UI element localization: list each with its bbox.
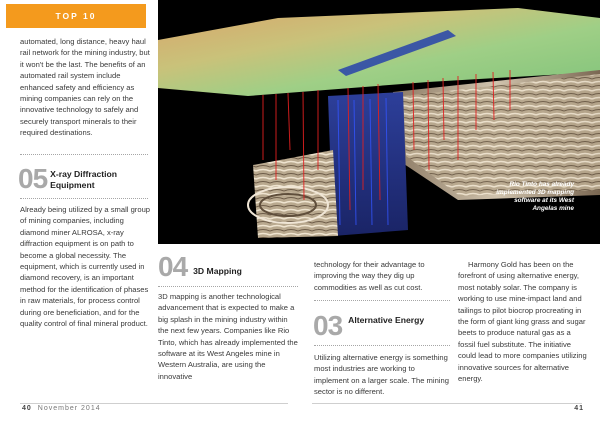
body-text: Utilizing alternative energy is something most industries are working to implement on a larger scale. The mining sector is no different. bbox=[314, 353, 449, 397]
section-title: 3D Mapping bbox=[193, 266, 242, 276]
divider bbox=[314, 345, 450, 346]
section-tag: TOP 10 bbox=[6, 4, 146, 28]
section-05-heading bbox=[18, 163, 150, 194]
page-number-left: 40 bbox=[22, 405, 32, 412]
body-text: Harmony Gold has been on the forefront of using alternative energy, most notably solar. The company is working to use mine-impact land and tailings to pilot biocrop procreating in the form of giant king grass and sugar beets to produce natural gas as a fossil fuel substitute. The initiative could lead to more companies utilizing innovative sources for alternative energy. bbox=[458, 260, 587, 384]
footer-right bbox=[574, 405, 584, 412]
section-number: 03 bbox=[313, 310, 343, 341]
divider bbox=[20, 154, 148, 155]
section-number: 04 bbox=[158, 251, 188, 282]
footer-rule-right bbox=[312, 403, 582, 404]
body-text: Already being utilized by a small group of mining companies, including diamond miner ALROSA, x-ray diffraction equipment is on path to become a global necessity. The equipment, which is currently used in diamond recovery, is an important method for the identification of phases in raw materials, for process control during ore beneficiation, and for the quality control of final mineral product. bbox=[20, 205, 151, 329]
footer-left bbox=[22, 405, 101, 412]
section-03-heading bbox=[313, 310, 453, 341]
intro-text: automated, long distance, heavy haul rail network for the mining industry, but it won't be the last. The benefits of an automated rail system include enhanced safety and efficiency as mining companies can rely on the innovative technology to safely and securely transport minerals to their required destinations. bbox=[20, 37, 150, 138]
section-04-heading bbox=[158, 251, 298, 282]
section-03-body bbox=[314, 352, 450, 398]
issue-date: November 2014 bbox=[37, 405, 101, 412]
3d-mine-map-photo bbox=[158, 0, 600, 244]
photo-caption: Rio Tinto has already implemented 3D mapping software at its West Angelas mine bbox=[496, 181, 574, 212]
section-title: Alternative Energy bbox=[348, 315, 425, 325]
section-title: X-ray Diffraction Equipment bbox=[50, 169, 118, 190]
section-04-continued bbox=[314, 259, 450, 293]
body-text: 3D mapping is another technological advancement that is expected to make a big splash in the mining industry within the next few years. Companies like Rio Tinto, which has already implemented the software at its West Angeles mine in Western Australia, are using the innovative bbox=[158, 292, 298, 381]
section-number: 05 bbox=[18, 163, 48, 194]
footer-rule-left bbox=[20, 403, 288, 404]
divider bbox=[158, 286, 298, 287]
intro-paragraph bbox=[20, 36, 150, 139]
section-04-body bbox=[158, 291, 300, 382]
section-05-body bbox=[20, 204, 152, 329]
body-text: technology for their advantage to improving the way they dig up commodities as well as cut cost. bbox=[314, 260, 425, 292]
column-4-body bbox=[458, 259, 590, 384]
divider bbox=[20, 198, 148, 199]
divider bbox=[314, 300, 450, 301]
page-number-right: 41 bbox=[574, 405, 584, 412]
